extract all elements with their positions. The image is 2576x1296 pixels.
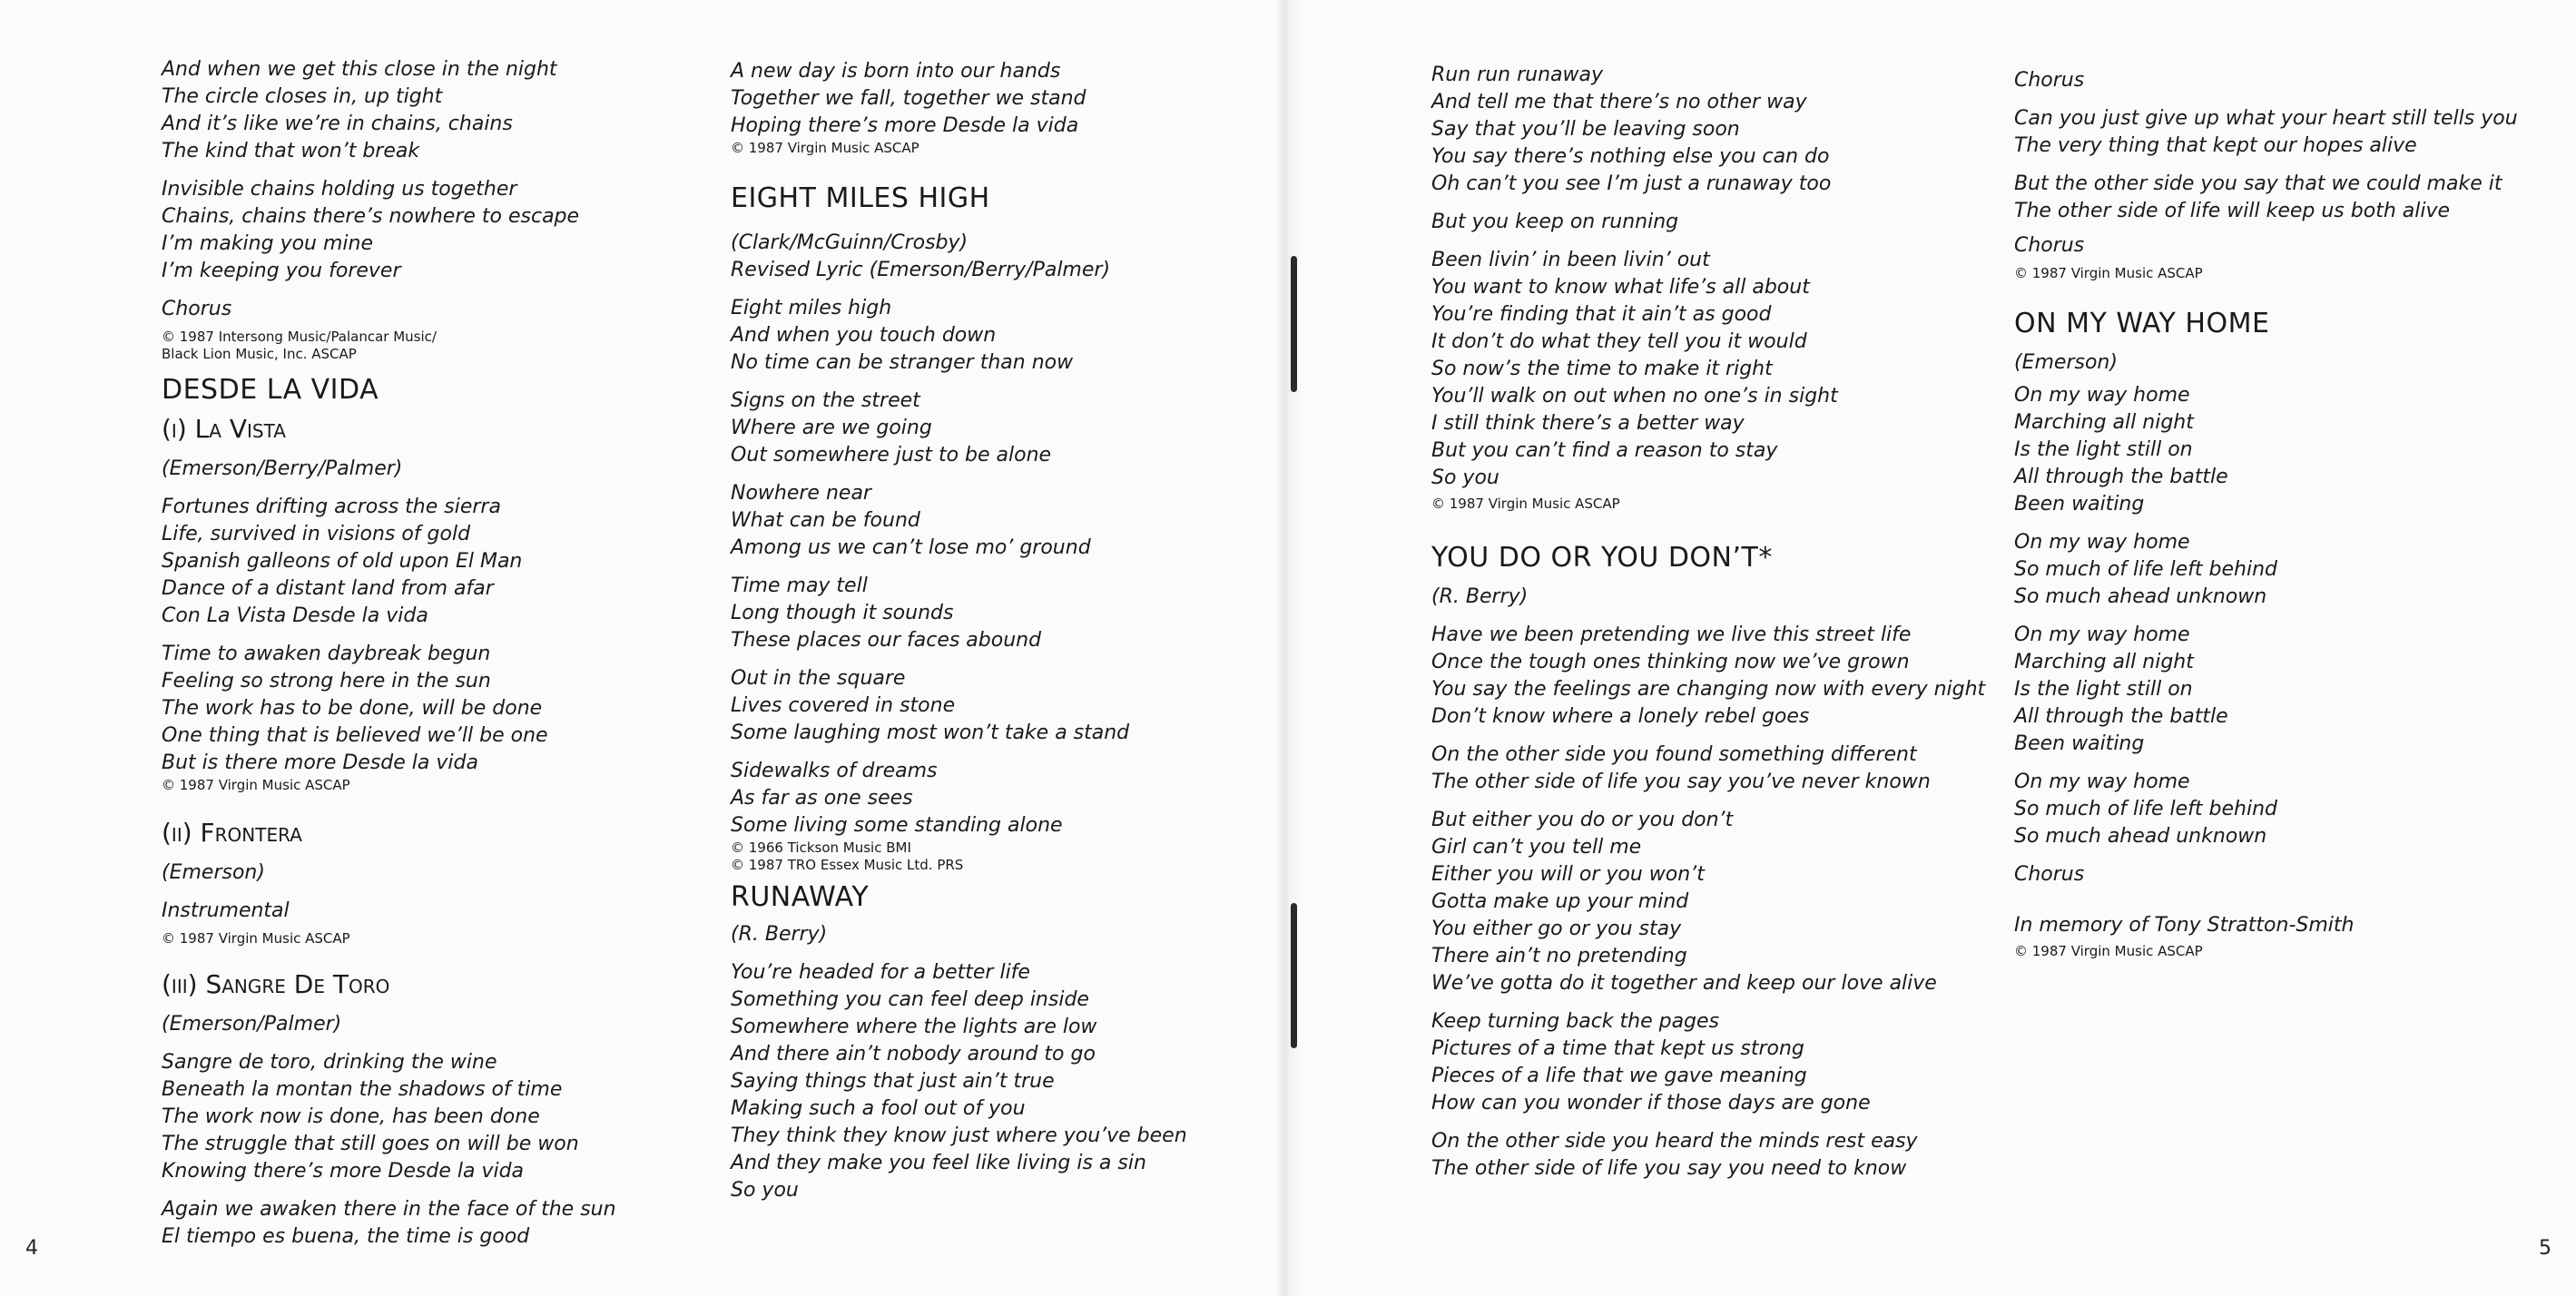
- song-title: YOU DO OR YOU DON’T*: [1431, 542, 1773, 574]
- lyrics-column-4: [2014, 67, 2518, 960]
- copyright-line: © 1987 Intersong Music/Palancar Music/: [162, 329, 437, 345]
- lyric-line: Don’t know where a lonely rebel goes: [1431, 705, 1810, 728]
- lyric-line: Feeling so strong here in the sun: [162, 670, 491, 692]
- lyric-line: And there ain’t nobody around to go: [731, 1043, 1096, 1065]
- lyric-line: Dance of a distant land from afar: [162, 577, 494, 600]
- lyric-line: Marching all night: [2014, 411, 2194, 434]
- lyric-line: And when you touch down: [731, 324, 997, 347]
- lyric-line: On the other side you heard the minds rest easy: [1431, 1130, 1918, 1153]
- credit-line: Revised Lyric (Emerson/Berry/Palmer): [731, 259, 1111, 281]
- lyric-line: Gotta make up your mind: [1431, 890, 1689, 913]
- lyric-line: Been livin’ in been livin’ out: [1431, 249, 1710, 271]
- stanza: [2014, 382, 2504, 518]
- lyric-line: So much of life left behind: [2014, 798, 2277, 820]
- lyric-line: So now’s the time to make it right: [1431, 358, 1773, 380]
- lyric-line: The kind that won’t break: [162, 140, 420, 162]
- lyric-line: And when we get this close in the night: [162, 58, 557, 81]
- lyric-line: You want to know what life’s all about: [1431, 276, 1810, 299]
- lyric-line: The very thing that kept our hopes alive: [2014, 134, 2417, 157]
- section-subtitle: (i) La Vista: [162, 414, 286, 444]
- lyric-line: The work has to be done, will be done: [162, 697, 543, 720]
- lyric-line: Is the light still on: [2014, 438, 2193, 461]
- lyric-line: Sidewalks of dreams: [731, 760, 938, 782]
- lyric-line: Keep turning back the pages: [1431, 1010, 1720, 1033]
- stanza: [2014, 171, 2504, 225]
- lyric-line: Again we awaken there in the face of the sun: [162, 1198, 616, 1221]
- lyric-line: Lives covered in stone: [731, 694, 956, 717]
- lyric-line: Time to awaken daybreak begun: [162, 643, 491, 665]
- stanza: [1431, 247, 1922, 492]
- stanza: [162, 641, 652, 777]
- lyrics-column-3: [1431, 62, 1986, 1193]
- lyric-line: Life, survived in visions of gold: [162, 523, 471, 545]
- lyric-line: So much of life left behind: [2014, 558, 2277, 581]
- stanza: [162, 494, 652, 630]
- page-number-left: 4: [25, 1237, 38, 1260]
- lyric-line: The other side of life you say you’ve never known: [1431, 771, 1931, 793]
- stanza: [1431, 622, 1986, 731]
- song-credit: (Emerson): [2014, 351, 2118, 374]
- lyric-line: Out somewhere just to be alone: [731, 444, 1052, 466]
- lyric-line: Saying things that just ain’t true: [731, 1070, 1055, 1093]
- lyric-line: A new day is born into our hands: [731, 60, 1061, 83]
- stanza: [1431, 209, 1922, 236]
- lyric-line: So you: [1431, 466, 1499, 489]
- copyright-notice: © 1987 Virgin Music ASCAP: [1431, 496, 1620, 512]
- song-credit: (R. Berry): [731, 923, 828, 946]
- copyright-line: © 1966 Tickson Music BMI: [731, 839, 911, 856]
- lyric-line: On my way home: [2014, 623, 2190, 646]
- lyric-line: Marching all night: [2014, 651, 2194, 673]
- stanza: [731, 665, 1221, 747]
- lyric-line: What can be found: [731, 509, 920, 532]
- lyric-line: Hoping there’s more Desde la vida: [731, 114, 1079, 137]
- copyright-notice: © 1987 Virgin Music ASCAP: [162, 777, 350, 793]
- lyric-line: Been waiting: [2014, 732, 2145, 755]
- chorus-label: Chorus: [2014, 234, 2085, 257]
- lyrics-column-1: [162, 56, 652, 1262]
- section-subtitle: (iii) Sangre De Toro: [162, 969, 390, 999]
- lyric-line: Long though it sounds: [731, 602, 954, 624]
- lyric-line: And they make you feel like living is a sin: [731, 1152, 1146, 1174]
- stanza: [731, 758, 1221, 839]
- lyric-line: But either you do or you don’t: [1431, 809, 1734, 831]
- lyric-line: The other side of life you say you need to know: [1431, 1157, 1907, 1180]
- song-title: ON MY WAY HOME: [2014, 308, 2270, 339]
- lyric-line: Fortunes drifting across the sierra: [162, 496, 501, 518]
- lyric-line: So you: [731, 1179, 799, 1202]
- stanza: [731, 573, 1221, 654]
- lyric-line: So much ahead unknown: [2014, 585, 2267, 608]
- stanza: [731, 388, 1221, 469]
- lyric-line: Among us we can’t lose mo’ ground: [731, 536, 1091, 559]
- instrumental-note: Instrumental: [162, 899, 290, 922]
- lyric-line: Some laughing most won’t take a stand: [731, 722, 1130, 744]
- stanza: [162, 1049, 652, 1185]
- stanza: [1431, 62, 1922, 198]
- lyric-line: One thing that is believed we’ll be one: [162, 724, 548, 747]
- lyric-line: Some living some standing alone: [731, 814, 1063, 837]
- lyric-line: On the other side you found something different: [1431, 743, 1917, 766]
- lyric-line: They think they know just where you’ve been: [731, 1124, 1187, 1147]
- stanza: [162, 56, 652, 165]
- lyric-line: The circle closes in, up tight: [162, 85, 443, 108]
- lyric-line: It don’t do what they tell you it would: [1431, 330, 1807, 353]
- lyric-line: On my way home: [2014, 384, 2190, 407]
- lyric-line: El tiempo es buena, the time is good: [162, 1225, 530, 1248]
- lyric-line: Been waiting: [2014, 493, 2145, 515]
- lyric-line: Out in the square: [731, 667, 906, 690]
- lyric-line: Time may tell: [731, 574, 868, 597]
- lyric-line: I’m making you mine: [162, 232, 374, 255]
- lyric-line: But you keep on running: [1431, 211, 1679, 233]
- lyric-line: You’re headed for a better life: [731, 961, 1030, 984]
- copyright-line: Black Lion Music, Inc. ASCAP: [162, 346, 357, 362]
- song-title: RUNAWAY: [731, 881, 870, 913]
- lyric-line: How can you wonder if those days are gone: [1431, 1092, 1871, 1114]
- song-credit: (Emerson): [162, 861, 265, 884]
- stanza: [731, 959, 1221, 1204]
- copyright-notice: © 1987 Virgin Music ASCAP: [162, 930, 350, 947]
- lyric-line: Something you can feel deep inside: [731, 988, 1089, 1011]
- lyric-line: These places our faces abound: [731, 629, 1042, 652]
- stanza: [2014, 529, 2504, 611]
- copyright-notice: © 1987 Virgin Music ASCAP: [2014, 943, 2203, 959]
- stanza: [731, 295, 1221, 377]
- lyric-line: The work now is done, has been done: [162, 1105, 540, 1128]
- stanza: [1431, 807, 1937, 997]
- copyright-line: © 1987 TRO Essex Music Ltd. PRS: [731, 857, 964, 873]
- lyric-line: Pieces of a life that we gave meaning: [1431, 1065, 1807, 1087]
- lyric-line: There ain’t no pretending: [1431, 945, 1687, 967]
- stanza: [731, 480, 1221, 562]
- lyric-line: No time can be stranger than now: [731, 351, 1074, 374]
- copyright-notice: [162, 329, 652, 363]
- stanza: [1431, 741, 1931, 796]
- lyric-line: Beneath la montan the shadows of time: [162, 1078, 563, 1101]
- song-credit: (R. Berry): [1431, 585, 1529, 608]
- lyric-line: But the other side you say that we could make it: [2014, 172, 2502, 195]
- lyric-line: Oh can’t you see I’m just a runaway too: [1431, 172, 1832, 195]
- lyric-line: Either you will or you won’t: [1431, 863, 1705, 886]
- song-credit: (Emerson/Berry/Palmer): [162, 457, 403, 480]
- lyric-line: On my way home: [2014, 771, 2190, 793]
- lyric-line: All through the battle: [2014, 705, 2228, 728]
- stanza: [2014, 769, 2504, 850]
- lyric-line: Eight miles high: [731, 297, 892, 319]
- lyric-line: We’ve gotta do it together and keep our love alive: [1431, 972, 1937, 995]
- lyric-line: Invisible chains holding us together: [162, 178, 517, 201]
- lyric-line: You say there’s nothing else you can do: [1431, 145, 1830, 168]
- lyric-line: Sangre de toro, drinking the wine: [162, 1051, 497, 1074]
- lyric-line: And it’s like we’re in chains, chains: [162, 113, 513, 135]
- lyric-line: The other side of life will keep us both alive: [2014, 200, 2451, 222]
- lyric-line: You’ll walk on out when no one’s in sight: [1431, 385, 1838, 407]
- lyric-line: Is the light still on: [2014, 678, 2193, 701]
- song-credit: [731, 230, 1221, 284]
- lyric-line: I still think there’s a better way: [1431, 412, 1745, 435]
- chorus-label: Chorus: [162, 298, 232, 320]
- lyric-line: All through the battle: [2014, 466, 2228, 488]
- lyric-line: Spanish galleons of old upon El Man: [162, 550, 523, 573]
- staple-bottom: [1291, 903, 1297, 1048]
- song-title: DESDE LA VIDA: [162, 374, 379, 406]
- booklet-spine: [1275, 0, 1301, 1296]
- lyric-line: Knowing there’s more Desde la vida: [162, 1160, 525, 1183]
- stanza: [162, 176, 652, 285]
- stanza: [162, 1196, 652, 1251]
- lyric-line: So much ahead unknown: [2014, 825, 2267, 848]
- lyric-line: Have we been pretending we live this street life: [1431, 623, 1912, 646]
- lyric-line: Nowhere near: [731, 482, 871, 505]
- page-number-right: 5: [2539, 1237, 2551, 1260]
- lyric-line: But you can’t find a reason to stay: [1431, 439, 1778, 462]
- lyric-line: On my way home: [2014, 531, 2190, 554]
- lyric-line: Where are we going: [731, 417, 932, 439]
- stanza: [2014, 105, 2518, 160]
- lyric-line: You’re finding that it ain’t as good: [1431, 303, 1772, 326]
- stanza: [1431, 1128, 1922, 1183]
- spacer: [2014, 894, 2504, 912]
- lyric-line: Can you just give up what your heart still tells you: [2014, 107, 2518, 130]
- stanza: [731, 58, 1221, 140]
- chorus-label: Chorus: [2014, 863, 2085, 886]
- lyric-line: Girl can’t you tell me: [1431, 836, 1642, 859]
- copyright-notice: [731, 839, 1221, 874]
- lyric-line: You either go or you stay: [1431, 918, 1682, 940]
- memorial-note: In memory of Tony Stratton-Smith: [2014, 914, 2355, 937]
- lyric-line: Run run runaway: [1431, 64, 1603, 86]
- lyric-line: Somewhere where the lights are low: [731, 1016, 1097, 1038]
- lyric-line: Say that you’ll be leaving soon: [1431, 118, 1740, 141]
- song-credit: (Emerson/Palmer): [162, 1013, 342, 1036]
- stanza: [1431, 1008, 1922, 1117]
- lyric-line: Making such a fool out of you: [731, 1097, 1026, 1120]
- credit-line: (Clark/McGuinn/Crosby): [731, 231, 968, 254]
- stanza: [2014, 622, 2504, 758]
- lyric-line: Once the tough ones thinking now we’ve grown: [1431, 651, 1910, 673]
- staple-top: [1291, 256, 1297, 392]
- lyric-line: As far as one sees: [731, 787, 913, 810]
- song-title: EIGHT MILES HIGH: [731, 182, 990, 214]
- copyright-notice: © 1987 Virgin Music ASCAP: [2014, 265, 2203, 281]
- lyric-line: But is there more Desde la vida: [162, 751, 478, 774]
- copyright-notice: © 1987 Virgin Music ASCAP: [731, 140, 919, 156]
- lyric-line: You say the feelings are changing now with every night: [1431, 678, 1986, 701]
- lyric-line: Signs on the street: [731, 389, 920, 412]
- lyric-line: Chains, chains there’s nowhere to escape: [162, 205, 580, 228]
- section-subtitle: (ii) Frontera: [162, 818, 302, 848]
- lyric-line: And tell me that there’s no other way: [1431, 91, 1807, 113]
- lyric-line: Pictures of a time that kept us strong: [1431, 1037, 1804, 1060]
- lyric-line: Con La Vista Desde la vida: [162, 604, 428, 627]
- lyric-line: The struggle that still goes on will be won: [162, 1133, 579, 1155]
- chorus-label: Chorus: [2014, 69, 2085, 92]
- lyric-line: Together we fall, together we stand: [731, 87, 1086, 110]
- lyric-line: I’m keeping you forever: [162, 260, 401, 282]
- lyrics-column-2: [731, 58, 1221, 1215]
